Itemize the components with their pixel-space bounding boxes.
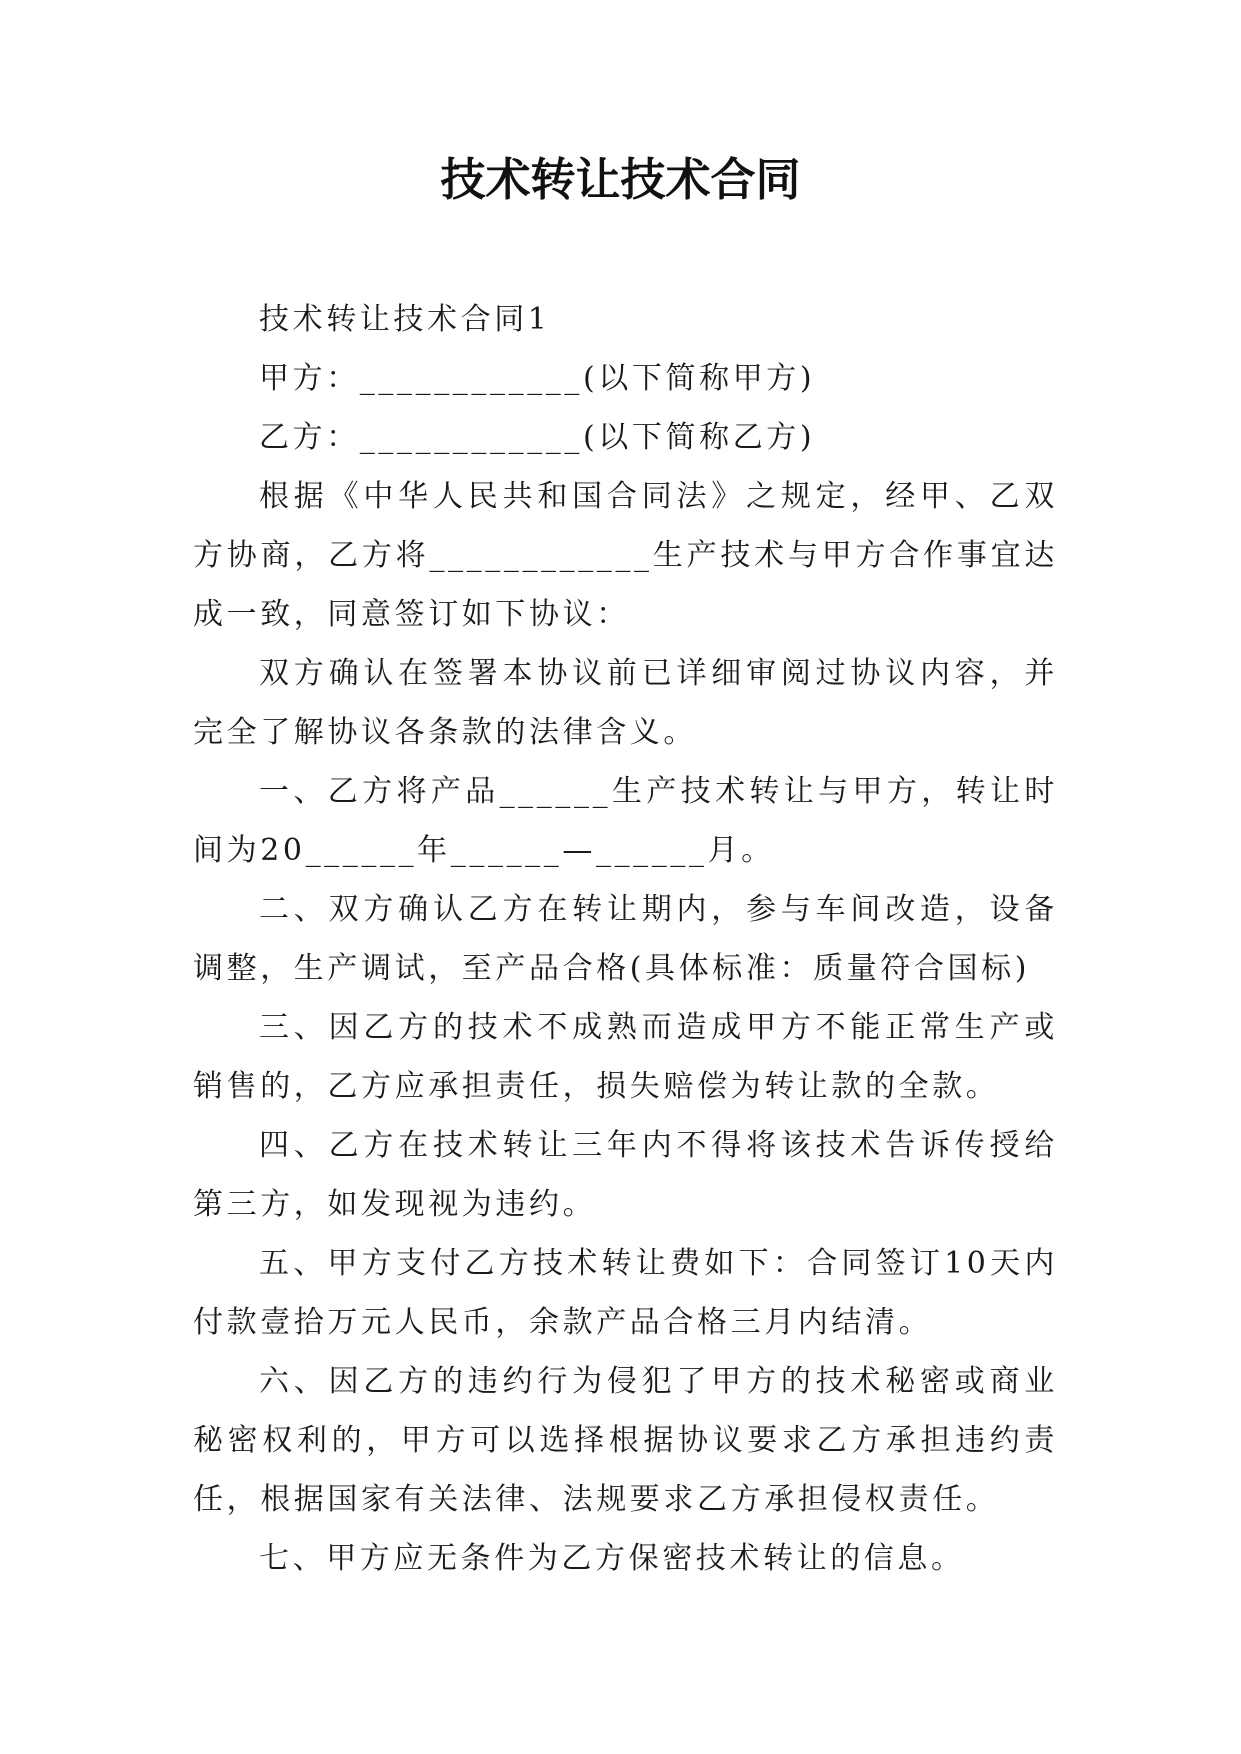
paragraph-party-b: 乙方：____________(以下简称乙方) xyxy=(259,420,816,455)
paragraph-subtitle: 技术转让技术合同1 xyxy=(259,302,551,337)
paragraph-clause-3: 三、因乙方的技术不成熟而造成甲方不能正常生产或销售的，乙方应承担责任，损失赔偿为转让款的全款。 xyxy=(193,1010,1058,1104)
paragraph-confirmation: 双方确认在签署本协议前已详细审阅过协议内容，并完全了解协议各条款的法律含义。 xyxy=(193,656,1058,750)
paragraph-clause-4: 四、乙方在技术转让三年内不得将该技术告诉传授给第三方，如发现视为违约。 xyxy=(193,1128,1058,1222)
document-body xyxy=(193,290,1058,1588)
paragraph-clause-5: 五、甲方支付乙方技术转让费如下：合同签订10天内付款壹拾万元人民币，余款产品合格三月内结清。 xyxy=(193,1246,1058,1340)
paragraph-preamble: 根据《中华人民共和国合同法》之规定，经甲、乙双方协商，乙方将____________生产技术与甲方合作事宜达成一致，同意签订如下协议： xyxy=(193,479,1058,632)
paragraph-clause-2: 二、双方确认乙方在转让期内，参与车间改造，设备调整，生产调试，至产品合格(具体标准：质量符合国标) xyxy=(193,892,1058,986)
paragraph-clause-1: 一、乙方将产品______生产技术转让与甲方，转让时间为20______年______—______月。 xyxy=(193,774,1058,868)
paragraph-party-a: 甲方：____________(以下简称甲方) xyxy=(259,361,816,396)
paragraph-clause-7: 七、甲方应无条件为乙方保密技术转让的信息。 xyxy=(259,1541,965,1576)
paragraph-clause-6: 六、因乙方的违约行为侵犯了甲方的技术秘密或商业秘密权利的，甲方可以选择根据协议要求乙方承担违约责任，根据国家有关法律、法规要求乙方承担侵权责任。 xyxy=(193,1364,1058,1517)
document-title: 技术转让技术合同 xyxy=(440,153,801,206)
